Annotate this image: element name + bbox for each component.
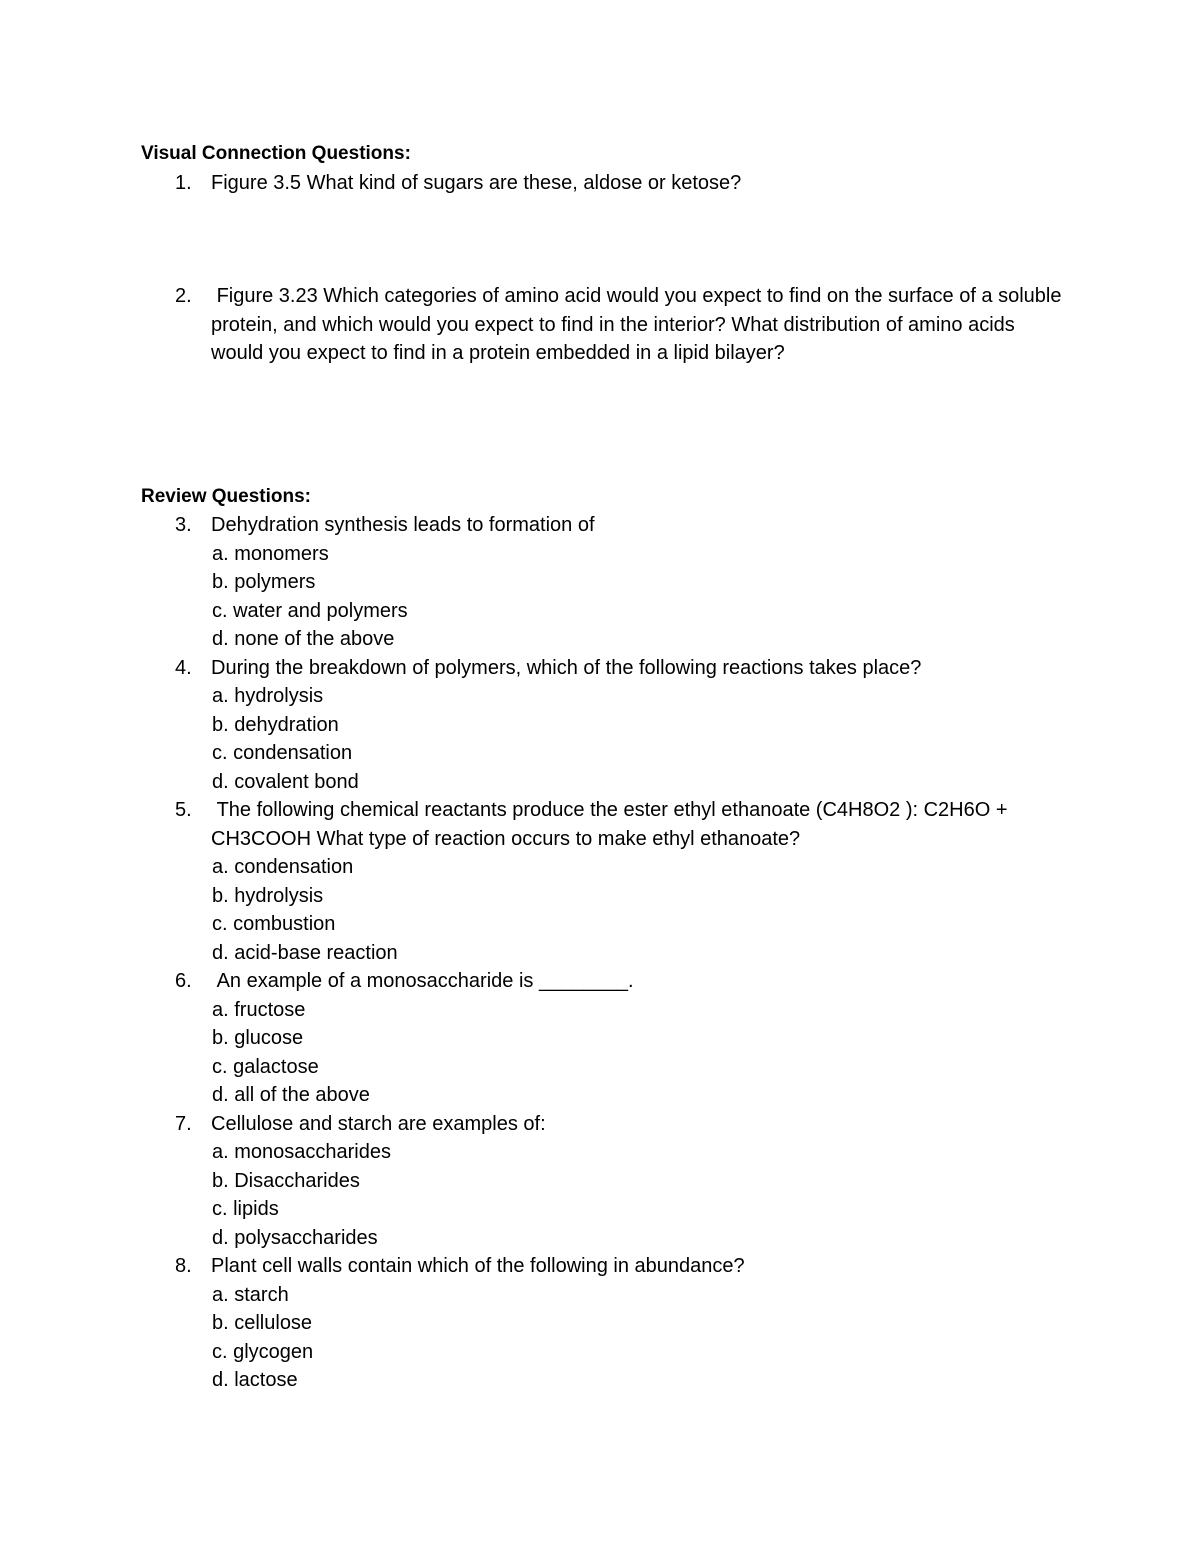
answer-option: c. galactose (212, 1055, 319, 1078)
answer-option: a. hydrolysis (212, 685, 324, 707)
answer-option: d. lactose (212, 1369, 298, 1391)
answer-option: d. none of the above (212, 628, 395, 650)
answer-option: b. hydrolysis (212, 884, 324, 907)
review-questions-heading: Review Questions: (141, 486, 311, 507)
answer-option: c. glycogen (212, 1340, 314, 1363)
answer-option: a. monosaccharides (212, 1141, 391, 1163)
review-question-3 (141, 511, 1071, 654)
answer-option: b. Disaccharides (212, 1169, 360, 1192)
answer-option: a. condensation (212, 856, 354, 878)
review-question-4 (141, 654, 1071, 797)
answer-option: d. polysaccharides (212, 1226, 378, 1249)
review-question-6 (141, 967, 1071, 1110)
question-number: 7. (175, 1112, 192, 1135)
answer-option: d. acid-base reaction (212, 941, 398, 964)
answer-option: a. fructose (212, 998, 306, 1021)
answer-option: d. covalent bond (212, 770, 359, 793)
question-number: 4. (175, 656, 192, 679)
question-number: 6. (175, 970, 192, 992)
review-questions-list (141, 511, 1071, 1395)
review-question-5 (141, 796, 1071, 967)
answer-option: c. lipids (212, 1198, 279, 1220)
review-question-8 (141, 1252, 1071, 1395)
answer-option: b. polymers (212, 571, 316, 593)
answer-option: c. water and polymers (212, 599, 408, 622)
question-text: Figure 3.5 What kind of sugars are these, aldose or ketose? (211, 172, 742, 194)
answer-option: b. dehydration (212, 713, 339, 736)
visual-question-2 (141, 282, 1071, 368)
question-text: Cellulose and starch are examples of: (211, 1112, 546, 1135)
visual-connection-heading: Visual Connection Questions: (141, 143, 411, 164)
question-number: 8. (175, 1255, 192, 1277)
question-number: 5. (175, 799, 192, 821)
answer-option: a. monomers (212, 542, 329, 565)
answer-option: c. combustion (212, 913, 336, 935)
question-text: Dehydration synthesis leads to formation of (211, 514, 595, 536)
visual-question-1 (141, 169, 1071, 198)
review-question-7 (141, 1110, 1071, 1253)
answer-option: b. glucose (212, 1027, 304, 1049)
question-text: Plant cell walls contain which of the following in abundance? (211, 1255, 745, 1277)
question-text: Figure 3.23 Which categories of amino acid would you expect to find on the surface of a soluble protein, and which would you expect to find in the interior? What distribution of amino acids would you expect to find in a protein embedded in a lipid bilayer? (211, 285, 1068, 364)
answer-option: c. condensation (212, 742, 353, 764)
question-text: An example of a monosaccharide is ________. (211, 970, 634, 992)
answer-option: d. all of the above (212, 1084, 370, 1106)
question-number: 2. (175, 285, 192, 307)
answer-option: b. cellulose (212, 1312, 313, 1334)
answer-option: a. starch (212, 1283, 289, 1306)
question-number: 3. (175, 514, 192, 536)
question-text: During the breakdown of polymers, which of the following reactions takes place? (211, 656, 922, 679)
question-number: 1. (175, 172, 192, 194)
question-text: The following chemical reactants produce the ester ethyl ethanoate (C4H8O2 ): C2H6O + CH3COOH What type of reaction occurs to make ethyl ethanoate? (211, 799, 1014, 850)
